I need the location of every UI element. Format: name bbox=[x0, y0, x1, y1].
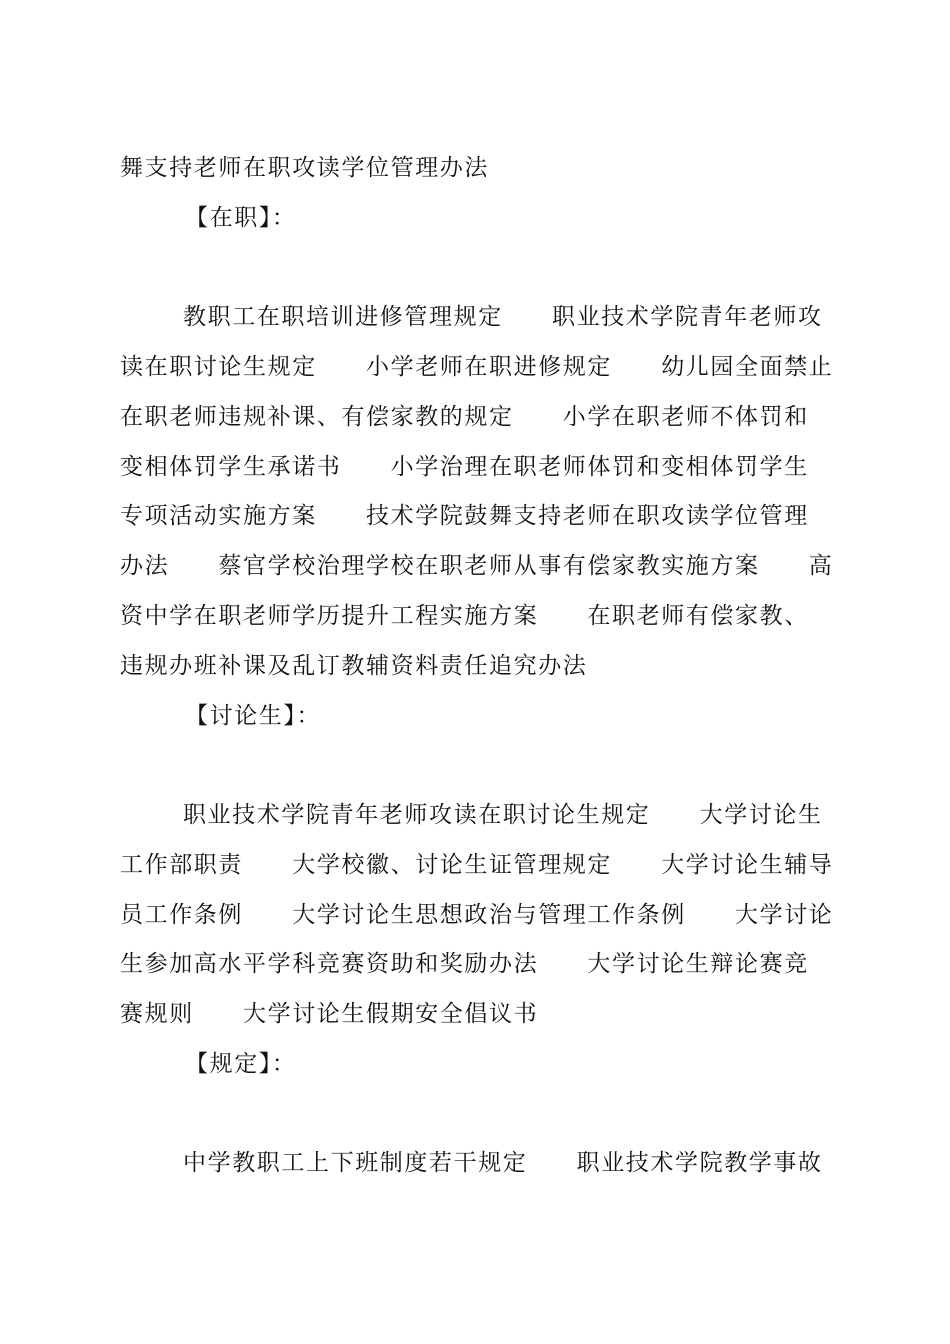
section-heading-guiding: 【规定】： bbox=[185, 1051, 297, 1077]
paragraph-line: 教职工在职培训进修管理规定 职业技术学院青年老师攻 bbox=[183, 304, 823, 330]
paragraph-line: 资中学在职老师学历提升工程实施方案 在职老师有偿家教、 bbox=[120, 603, 809, 629]
section-heading-zaizhi: 【在职】： bbox=[185, 205, 297, 231]
paragraph-line: 赛规则 大学讨论生假期安全倡议书 bbox=[120, 1001, 539, 1027]
paragraph-line: 生参加高水平学科竞赛资助和奖励办法 大学讨论生辩论赛竞 bbox=[120, 951, 809, 977]
paragraph-line: 读在职讨论生规定 小学老师在职进修规定 幼儿园全面禁止 bbox=[120, 354, 834, 380]
paragraph-line: 专项活动实施方案 技术学院鼓舞支持老师在职攻读学位管理 bbox=[120, 503, 809, 529]
paragraph-line: 在职老师违规补课、有偿家教的规定 小学在职老师不体罚和 bbox=[120, 404, 809, 430]
paragraph-line: 办法 蔡官学校治理学校在职老师从事有偿家教实施方案 高 bbox=[120, 553, 834, 579]
paragraph-line: 工作部职责 大学校徽、讨论生证管理规定 大学讨论生辅导 bbox=[120, 852, 834, 878]
paragraph-line: 员工作条例 大学讨论生思想政治与管理工作条例 大学讨论 bbox=[120, 902, 834, 928]
section-heading-taolunsheng: 【讨论生】： bbox=[185, 703, 322, 729]
paragraph-line: 中学教职工上下班制度若干规定 职业技术学院教学事故 bbox=[183, 1150, 823, 1176]
paragraph-line: 职业技术学院青年老师攻读在职讨论生规定 大学讨论生 bbox=[183, 802, 823, 828]
paragraph-line: 变相体罚学生承诺书 小学治理在职老师体罚和变相体罚学生 bbox=[120, 454, 809, 480]
continued-text-line: 舞支持老师在职攻读学位管理办法 bbox=[120, 155, 489, 181]
paragraph-line: 违规办班补课及乱订教辅资料责任追究办法 bbox=[120, 653, 588, 679]
